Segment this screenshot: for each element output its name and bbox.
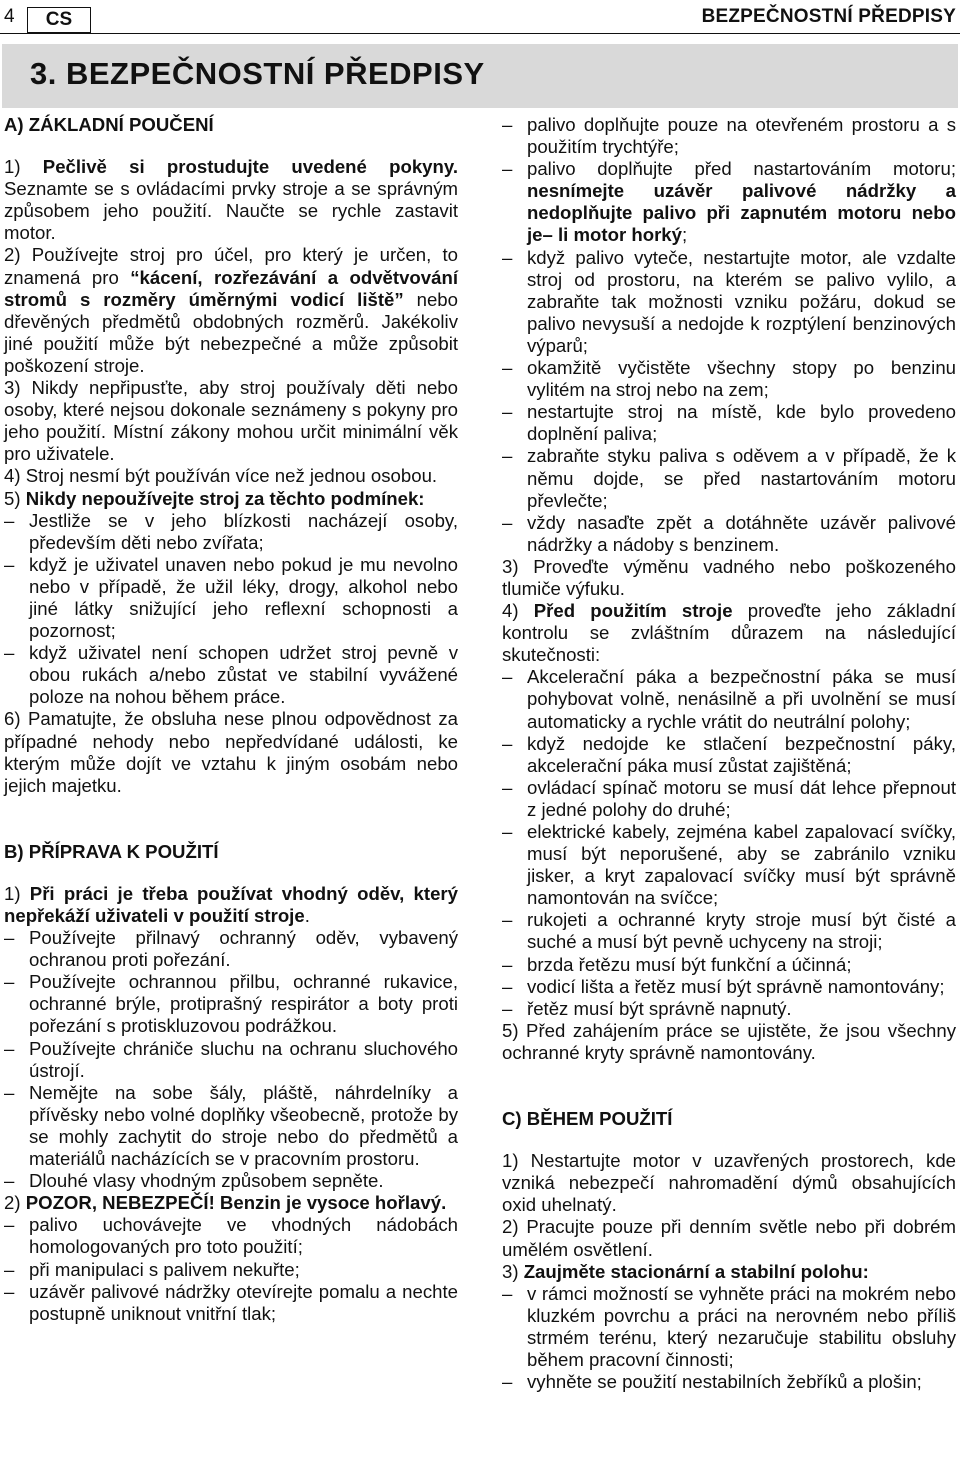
list-item: – při manipulaci s palivem nekuřte; — [4, 1259, 458, 1281]
paragraph: 1) Pečlivě si prostudujte uvedené pokyny. Seznamte se s ovládacími prvky stroje a se správným způsobem jeho použití. Naučte se rychle zastavit motor. — [4, 156, 458, 244]
paragraph: 2) Používejte stroj pro účel, pro který je určen, to znamená pro “kácení, rozřezávání a odvětvování stromů s rozměry úměrnými vodicí liště” nebo dřevěných předmětů obdobných rozměrů. Jakékoliv jiné použití může být nebezpečné a může způsobit poškození stroje. — [4, 244, 458, 376]
paragraph: 2) Pracujte pouze při denním světle nebo při dobrém umělém osvětlení. — [502, 1216, 956, 1260]
list-item: – palivo doplňujte pouze na otevřeném prostoru a s použitím trychtýře; — [502, 114, 956, 158]
list-item: – vodicí lišta a řetěz musí být správně namontovány; — [502, 976, 956, 998]
paragraph: 4) Stroj nesmí být používán více než jednou osobou. — [4, 465, 438, 487]
list-item: – Používejte přilnavý ochranný oděv, vybavený ochranou proti pořezání. — [4, 927, 458, 971]
spacer — [4, 797, 458, 841]
running-title: BEZPEČNOSTNÍ PŘEDPISY — [701, 6, 956, 27]
paragraph: 3) Proveďte výměnu vadného nebo poškozeného tlumiče výfuku. — [502, 555, 956, 599]
list-item: – ovládací spínač motoru se musí dát lehce přepnout z jedné polohy do druhé; — [502, 777, 956, 821]
paragraph: 3) Nikdy nepřipusťte, aby stroj používaly děti nebo osoby, které nejsou dokonale seznámeny s pokyny pro jeho použití. Místní zákony mohou určit minimální věk pro uživatele. — [4, 377, 458, 465]
list-item: – brzda řetězu musí být funkční a účinná; — [502, 954, 956, 976]
spacer — [4, 863, 458, 883]
paragraph: 2) POZOR, NEBEZPEČÍ! Benzin je vysoce hořlavý. — [4, 1192, 447, 1214]
list-item: – když nedojde ke stlačení bezpečnostní páky, akcelerační páka musí zůstat zajištěná; — [502, 733, 956, 777]
chapter-title: 3. BEZPEČNOSTNÍ PŘEDPISY — [30, 56, 485, 91]
paragraph: 3) Zaujměte stacionární a stabilní polohu: — [502, 1260, 869, 1282]
left-column — [4, 114, 458, 1325]
section-heading: C) BĚHEM POUŽITÍ — [502, 1108, 673, 1130]
list-item: – Používejte chrániče sluchu na ochranu sluchového ústrojí. — [4, 1038, 458, 1082]
header-rule — [0, 33, 960, 34]
paragraph: 5) Před zahájením práce se ujistěte, že jsou všechny ochranné kryty správně namontovány. — [502, 1019, 956, 1063]
list-item: – elektrické kabely, zejména kabel zapalovací svíčky, musí být neporušené, aby se zabránilo vzniku jisker, a kryt zapalovací svíčky musí být správně namontován na svíčce; — [502, 821, 956, 909]
list-item: – Akcelerační páka a bezpečnostní páka se musí pohybovat volně, nenásilně a při uvolnění se musí automaticky a rychle vrátit do neutrální polohy; — [502, 666, 956, 732]
list-item: – vždy nasaďte zpět a dotáhněte uzávěr palivové nádržky a nádoby s benzinem. — [502, 512, 956, 556]
spacer — [4, 136, 458, 156]
section-heading: B) PŘÍPRAVA K POUŽITÍ — [4, 840, 219, 862]
list-item: – zabraňte styku paliva s oděvem a v případě, že k němu dojde, se před nastartováním motoru převlečte; — [502, 445, 956, 511]
spacer — [502, 1064, 956, 1108]
paragraph: 1) Nestartujte motor v uzavřených prostorech, kde vzniká nebezpečí nahromadění dýmů obsahujících oxid uhelnatý. — [502, 1150, 956, 1216]
list-item: – palivo uchovávejte ve vhodných nádobách homologovaných pro toto použití; — [4, 1214, 458, 1258]
page-header — [0, 0, 960, 36]
section-heading: A) ZÁKLADNÍ POUČENÍ — [4, 114, 214, 135]
paragraph: 6) Pamatujte, že obsluha nese plnou odpovědnost za případné nehody nebo nepředvídané události, ke kterým může dojít ve vztahu k jiným osobám nebo jejich majetku. — [4, 708, 458, 796]
list-item: – když palivo vyteče, nestartujte motor, ale vzdalte stroj od prostoru, na kterém se palivo vylilo, a zabraňte tak možnosti vzniku požáru, dokud se palivo nevysuší a nedojde k rozptýlení benzinových výparů; — [502, 247, 956, 357]
list-item: – když uživatel není schopen udržet stroj pevně v obou rukách a/nebo zůstat ve stabilní vyvážené poloze na nohou během práce. — [4, 642, 458, 708]
list-item: – uzávěr palivové nádržky otevírejte pomalu a nechte postupně uniknout vnitřní tlak; — [4, 1281, 458, 1325]
list-item: – když je uživatel unaven nebo pokud je mu nevolno nebo v případě, že užil léky, drogy, alkohol nebo jiné látky snižující jeho reflexní schopnosti a pozornost; — [4, 554, 458, 642]
paragraph: 1) Při práci je třeba používat vhodný oděv, který nepřekáží uživateli v použití stroje. — [4, 882, 458, 926]
list-item: – rukojeti a ochranné kryty stroje musí být čisté a suché a musí být pevně uchyceny na stroji; — [502, 909, 956, 953]
list-item: – Používejte ochrannou přilbu, ochranné rukavice, ochranné brýle, protiprašný respirátor a boty proti pořezání s protiskluzovou podrážkou. — [4, 971, 458, 1037]
list-item: – Nemějte na sobe šály, pláště, náhrdelníky a přívěsky nebo volné doplňky všeobecně, protože by se mohly zachytit do stroje nebo do předmětů a materiálů nacházících se v pracovním prostoru. — [4, 1082, 458, 1170]
list-item: – řetěz musí být správně napnutý. — [502, 998, 956, 1020]
list-item: – okamžitě vyčistěte všechny stopy po benzinu vylitém na stroj nebo na zem; — [502, 357, 956, 401]
paragraph: 5) Nikdy nepoužívejte stroj za těchto podmínek: — [4, 487, 425, 509]
spacer — [502, 1130, 956, 1150]
page-number: 4 — [4, 6, 15, 27]
list-item: – Dlouhé vlasy vhodným způsobem sepněte. — [4, 1170, 458, 1192]
paragraph: 4) Před použitím stroje proveďte jeho základní kontrolu se zvláštním důrazem na následující skutečnosti: — [502, 600, 956, 666]
list-item: – Jestliže se v jeho blízkosti nacházejí osoby, především děti nebo zvířata; — [4, 510, 458, 554]
list-item: – vyhněte se použití nestabilních žebříků a plošin; — [502, 1371, 956, 1393]
list-item: – nestartujte stroj na místě, kde bylo provedeno doplnění paliva; — [502, 401, 956, 445]
right-column — [502, 114, 956, 1393]
list-item: – v rámci možností se vyhněte práci na mokrém nebo kluzkém povrchu a práci na nerovném nebo příliš strmém terénu, který nezaručuje stabilitu obsluhy během pracovní činnosti; — [502, 1283, 956, 1371]
list-item: – palivo doplňujte před nastartováním motoru; nesnímejte uzávěr palivové nádržky a nedoplňujte palivo při zapnutém motoru nebo je– li motor horký; — [502, 158, 956, 246]
language-badge: CS — [27, 7, 91, 33]
